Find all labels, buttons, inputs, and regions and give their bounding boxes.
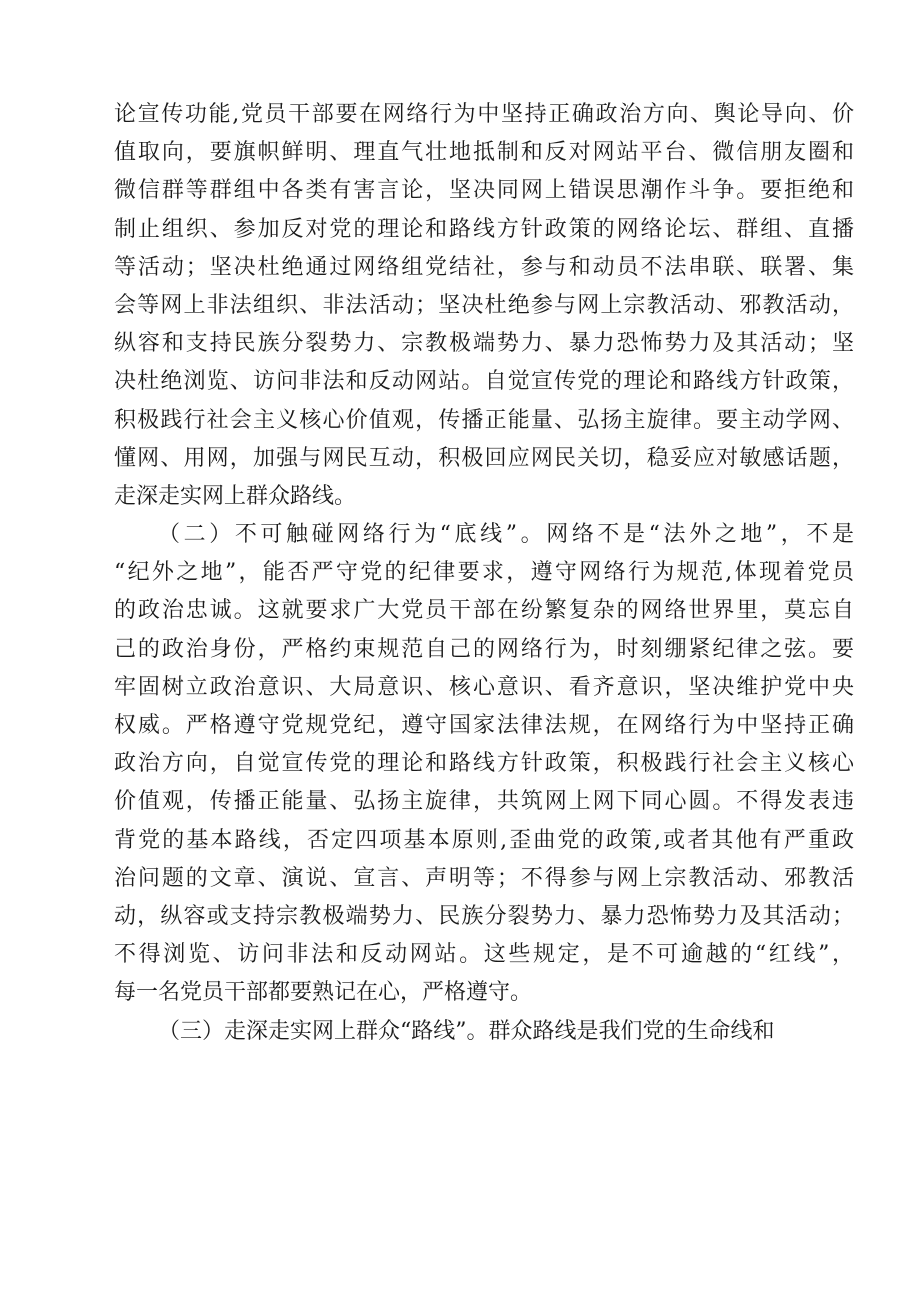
text-line: 政治方向，自觉宣传党的理论和路线方针政策，积极践行社会主义核心 xyxy=(114,751,854,777)
text-line: 制止组织、参加反对党的理论和路线方针政策的网络论坛、群组、直播 xyxy=(114,216,854,242)
text-line: 治问题的文章、演说、宣言、声明等；不得参与网上宗教活动、邪教活 xyxy=(114,865,854,891)
text-line: 值取向，要旗帜鲜明、理直气壮地抵制和反对网站平台、微信朋友圈和 xyxy=(114,140,854,166)
text-line: 不得浏览、访问非法和反动网站。这些规定，是不可逾越的“红线”， xyxy=(114,942,854,968)
document-body xyxy=(114,96,854,1051)
text-line: 背党的基本路线，否定四项基本原则,歪曲党的政策,或者其他有严重政 xyxy=(114,827,854,853)
text-line: 积极践行社会主义核心价值观，传播正能量、弘扬主旋律。要主动学网、 xyxy=(114,407,854,433)
text-line: 等活动；坚决杜绝通过网络组党结社，参与和动员不法串联、联署、集 xyxy=(114,254,854,280)
text-line: “纪外之地”，能否严守党的纪律要求，遵守网络行为规范,体现着党员 xyxy=(114,560,854,586)
text-line: 会等网上非法组织、非法活动；坚决杜绝参与网上宗教活动、邪教活动， xyxy=(114,292,854,318)
text-line: 论宣传功能,党员干部要在网络行为中坚持正确政治方向、舆论导向、价 xyxy=(114,102,854,127)
text-line: 己的政治身份，严格约束规范自己的网络行为，时刻绷紧纪律之弦。要 xyxy=(114,636,854,662)
text-line: 走深走实网上群众路线。 xyxy=(114,483,357,509)
text-line: 牢固树立政治意识、大局意识、核心意识、看齐意识，坚决维护党中央 xyxy=(114,674,854,700)
text-line: （二）不可触碰网络行为“底线”。网络不是“法外之地”，不是 xyxy=(158,522,854,548)
text-line: 的政治忠诚。这就要求广大党员干部在纷繁复杂的网络世界里，莫忘自 xyxy=(114,598,854,624)
text-line: 微信群等群组中各类有害言论，坚决同网上错误思潮作斗争。要拒绝和 xyxy=(114,178,854,204)
paragraph xyxy=(114,96,854,516)
text-line: 权威。严格遵守党规党纪，遵守国家法律法规，在网络行为中坚持正确 xyxy=(114,713,854,738)
text-line: 价值观，传播正能量、弘扬主旋律，共筑网上网下同心圆。不得发表违 xyxy=(114,789,854,815)
text-line: （三）走深走实网上群众“路线”。群众路线是我们党的生命线和 xyxy=(158,1018,775,1044)
paragraph xyxy=(114,1013,854,1051)
text-line: 每一名党员干部都要熟记在心，严格遵守。 xyxy=(114,980,533,1006)
text-line: 动，纵容或支持宗教极端势力、民族分裂势力、暴力恐怖势力及其活动； xyxy=(114,903,854,929)
text-line: 决杜绝浏览、访问非法和反动网站。自觉宣传党的理论和路线方针政策， xyxy=(114,369,854,395)
paragraph xyxy=(114,516,854,1012)
text-line: 懂网、用网，加强与网民互动，积极回应网民关切，稳妥应对敏感话题， xyxy=(114,445,854,471)
text-line: 纵容和支持民族分裂势力、宗教极端势力、暴力恐怖势力及其活动；坚 xyxy=(114,331,854,357)
